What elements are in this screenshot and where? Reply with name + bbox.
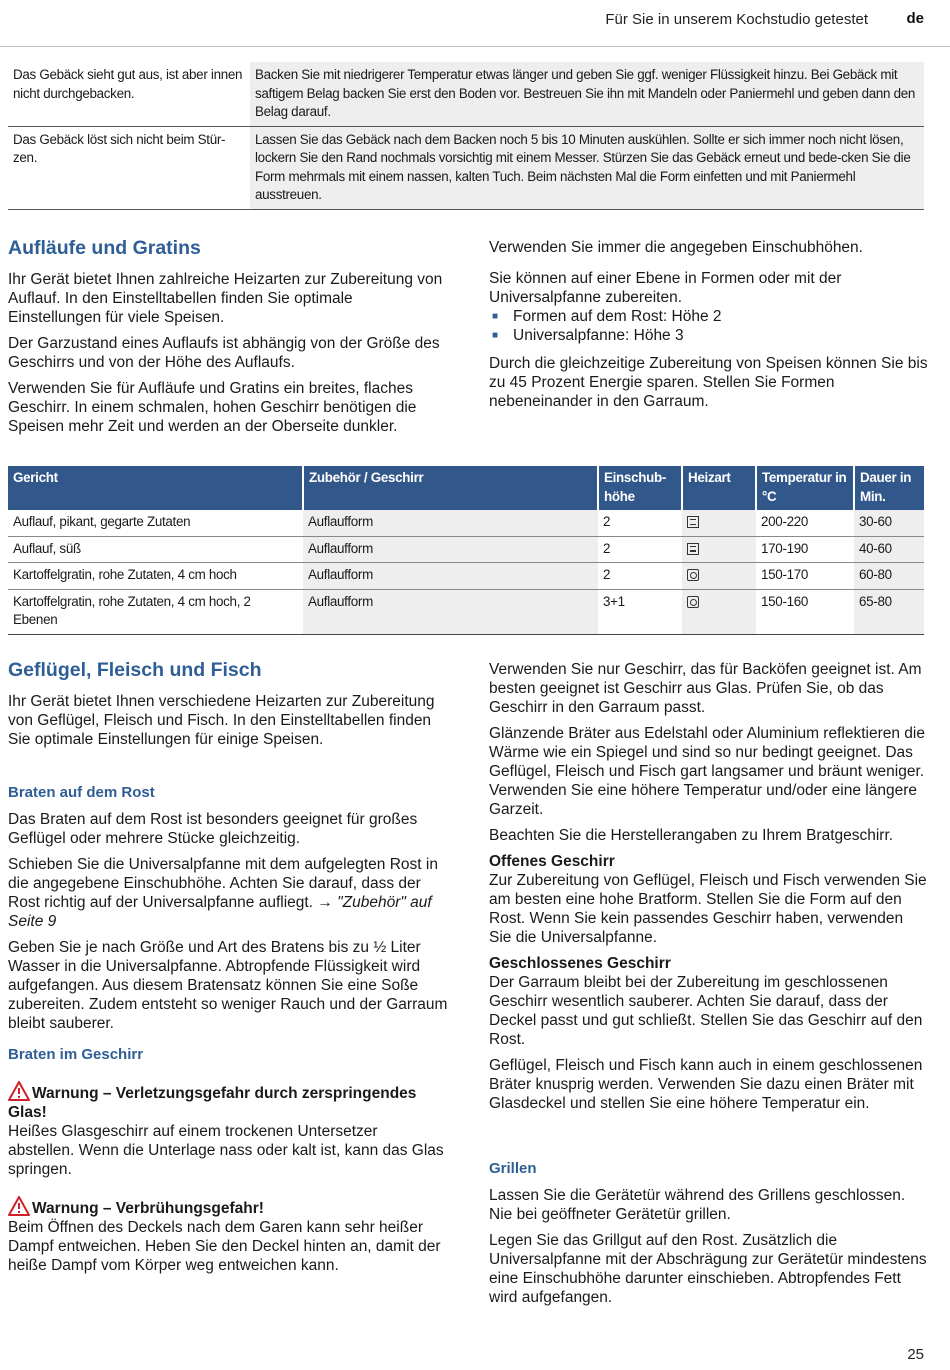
table-row [8,589,924,634]
dish-settings-table [8,466,924,635]
heissluft-icon [687,596,699,608]
paragraph: Lassen Sie die Gerätetür während des Grillens geschlossen. Nie bei geöffneter Gerätetür grillen. [489,1187,906,1223]
paragraph: Durch die gleichzeitige Zubereitung von Speisen können Sie bis zu 45 Prozent Energie sparen. Stellen Sie Formen nebeneinander in den Garraum. [489,355,928,410]
paragraph: Geflügel, Fleisch und Fisch kann auch in einem geschlossenen Bräter knusprig werden. Verwenden Sie dazu einen Bräter mit Glasdeckel und stellen Sie eine höhere Temperatur ein. [489,1057,923,1112]
page-number: 25 [907,1346,924,1363]
table-row [8,563,924,590]
auflaeufe-left-column [8,270,448,443]
column-header: Temperatur in °C [756,466,854,510]
header-divider [0,46,950,47]
paragraph: Der Garzustand eines Auflaufs ist abhängig von der Größe des Geschirrs und von der Höhe des Auflaufs. [8,335,440,371]
heating-cell [682,536,756,563]
problem-cell: Das Gebäck löst sich nicht beim Stür-zen. [13,131,226,165]
page-header [0,8,950,32]
temperature-cell: 150-170 [756,563,854,590]
paragraph [8,855,448,931]
column-header: Gericht [8,466,303,510]
temperature-cell: 150-160 [756,589,854,634]
warning-text: Beim Öffnen des Deckels nach dem Garen kann sehr heißer Dampf entweichen. Heben Sie den Deckel hinten an, damit der heiße Dampf vom Körper weg entweichen kann. [8,1219,441,1274]
level-cell: 2 [598,536,682,563]
level-cell: 2 [598,510,682,536]
warning-glass [8,1081,448,1179]
table-row [8,62,924,126]
ober-unterhitze-icon [687,543,699,555]
heating-cell [682,510,756,536]
temperature-cell: 200-220 [756,510,854,536]
grillen-text [489,1186,929,1314]
subheading-offenes-geschirr: Offenes Geschirr [489,853,615,870]
paragraph: Ihr Gerät bietet Ihnen verschiedene Heizarten zur Zubereitung von Geflügel, Fleisch und Fisch. In den Einstelltabellen finden Sie optimale Einstellungen für einige Speisen. [8,693,435,748]
list-item: ■ Formen auf dem Rost: Höhe 2 [489,307,929,326]
warning-title-text: Warnung – Verbrühungsgefahr! [32,1200,264,1217]
paragraph: Das Braten auf dem Rost ist besonders geeignet für großes Geflügel oder mehrere Stücke gleichzeitig. [8,811,418,847]
arrow-icon: → [317,894,333,911]
gefluegel-left-column [8,692,448,756]
paragraph: Geben Sie je nach Größe und Art des Bratens bis zu ½ Liter Wasser in die Universalpfanne. Abtropfende Flüssigkeit wird aufgefangen. Aus diesem Bratensatz können Sie eine Soße zubereiten. Zudem entsteht so weniger Rauch und der Garraum bleibt sauberer. [8,939,448,1032]
page-reference-link[interactable]: "Zubehör" auf Seite 9 [8,894,432,930]
dish-cell: Kartoffelgratin, rohe Zutaten, 4 cm hoch [8,563,303,590]
column-header: Dauer in Min. [854,466,924,510]
paragraph: Sie können auf einer Ebene in Formen oder mit der Universalpfanne zubereiten. [489,270,842,306]
table-row [8,510,924,536]
column-header: Einschub-höhe [598,466,682,510]
section-title-gefluegel: Geflügel, Fleisch und Fisch [8,659,262,681]
section-title-auflaeufe: Aufläufe und Gratins [8,237,201,259]
level-cell: 2 [598,563,682,590]
dish-cell: Kartoffelgratin, rohe Zutaten, 4 cm hoch, 2 Ebenen [8,589,303,634]
list-item: ■ Universalpfanne: Höhe 3 [489,326,929,345]
dish-cell: Auflauf, pikant, gegarte Zutaten [8,510,303,536]
duration-cell: 30-60 [854,510,924,536]
column-header: Zubehör / Geschirr [303,466,598,510]
paragraph: Glänzende Bräter aus Edelstahl oder Aluminium reflektieren die Wärme wie ein Spiegel und sind so nur bedingt geeignet. Das Geflügel, Fleisch und Fisch gart langsamer und bräunt weniger. Verwenden Sie eine höhere Temperatur und/oder eine längere Garzeit. [489,725,925,818]
duration-cell: 40-60 [854,536,924,563]
subheading-grillen: Grillen [489,1160,537,1177]
solution-cell: Backen Sie mit niedrigerer Temperatur etwas länger und geben Sie ggf. weniger Flüssigkeit hinzu. Bei Gebäck mit saftigem Belag backen Sie erst den Boden vor. Bestreuen Sie ihn mit Mandeln oder Paniermehl und geben dann den Belag darauf. [250,62,924,126]
table-header-row [8,466,924,510]
warning-icon [8,1081,30,1101]
solution-cell: Lassen Sie das Gebäck nach dem Backen noch 5 bis 10 Minuten auskühlen. Sollte er sich immer noch nicht lösen, lockern Sie den Rand nochmals vorsichtig mit einem Messer. Stürzen Sie das Gebäck erneut und bede-cken Sie die Form mehrmals mit einem nassen, kalten Tuch. Beim nächsten Mal die Form einfetten und mit Paniermehl ausstreuen. [250,126,924,209]
accessory-cell: Auflaufform [303,589,598,634]
paragraph-text: Schieben Sie die Universalpfanne mit dem aufgelegten Rost in die angegebene Einschubhöhe. Achten Sie darauf, dass der Rost richtig auf der Universalpfanne aufliegt. [8,856,438,911]
temperature-cell: 170-190 [756,536,854,563]
table-row [8,536,924,563]
paragraph: Legen Sie das Grillgut auf den Rost. Zusätzlich die Universalpfanne mit der Abschrägung zur Gerätetür mindestens eine Einschubhöhe darunter einschieben. Abtropfendes Fett wird aufgefangen. [489,1232,927,1306]
bullet-list [489,307,929,345]
duration-cell: 65-80 [854,589,924,634]
duration-cell: 60-80 [854,563,924,590]
subheading-geschlossenes-geschirr: Geschlossenes Geschirr [489,955,671,972]
paragraph: Verwenden Sie nur Geschirr, das für Backöfen geeignet ist. Am besten geeignet ist Geschirr aus Glas. Prüfen Sie, ob das Geschirr in den Garraum passt. [489,661,922,716]
subheading-braten-geschirr: Braten im Geschirr [8,1046,144,1063]
header-title: Für Sie in unserem Kochstudio getestet [605,11,868,28]
paragraph: Beachten Sie die Herstellerangaben zu Ihrem Bratgeschirr. [489,827,894,844]
accessory-cell: Auflaufform [303,510,598,536]
dish-cell: Auflauf, süß [8,536,303,563]
warning-steam [8,1196,448,1275]
gefluegel-right-column [489,660,929,1120]
troubleshooting-table [8,62,924,210]
braten-rost-text [8,810,448,1040]
paragraph: Verwenden Sie für Aufläufe und Gratins ein breites, flaches Geschirr. In einem schmalen, hohen Geschirr benötigen die Speisen mehr Zeit und werden an der Oberseite dunkler. [8,380,417,435]
ober-unterhitze-icon [687,516,699,528]
paragraph: Verwenden Sie immer die angegeben Einschubhöhen. [489,239,863,256]
level-cell: 3+1 [598,589,682,634]
heating-cell [682,589,756,634]
warning-text: Heißes Glasgeschirr auf einem trockenen Untersetzer abstellen. Wenn die Unterlage nass oder kalt ist, kann das Glas springen. [8,1123,444,1178]
subheading-braten-rost: Braten auf dem Rost [8,784,155,801]
language-code: de [906,10,924,27]
auflaeufe-right-column [489,238,929,418]
warning-icon [8,1196,30,1216]
problem-cell: Das Gebäck sieht gut aus, ist aber innen nicht durchgebacken. [13,67,243,101]
accessory-cell: Auflaufform [303,536,598,563]
table-row [8,126,924,209]
paragraph: Zur Zubereitung von Geflügel, Fleisch und Fisch verwenden Sie am besten eine hohe Bratform. Stellen Sie die Form auf den Rost. Wenn Sie kein passendes Geschirr haben, verwenden Sie die Universalpfanne. [489,872,927,946]
column-header: Heizart [682,466,756,510]
warning-title [8,1081,448,1122]
heissluft-icon [687,569,699,581]
warning-title-text: Warnung – Verletzungsgefahr durch zerspringendes Glas! [8,1085,417,1121]
paragraph: Ihr Gerät bietet Ihnen zahlreiche Heizarten zur Zubereitung von Auflauf. In den Einstelltabellen finden Sie optimale Einstellungen für viele Speisen. [8,271,443,326]
paragraph: Der Garraum bleibt bei der Zubereitung im geschlossenen Geschirr wesentlich sauberer. Achten Sie darauf, dass der Deckel passt und gut schließt. Stellen Sie das Geschirr auf den Rost. [489,974,923,1048]
heating-cell [682,563,756,590]
warning-title [8,1196,448,1218]
accessory-cell: Auflaufform [303,563,598,590]
